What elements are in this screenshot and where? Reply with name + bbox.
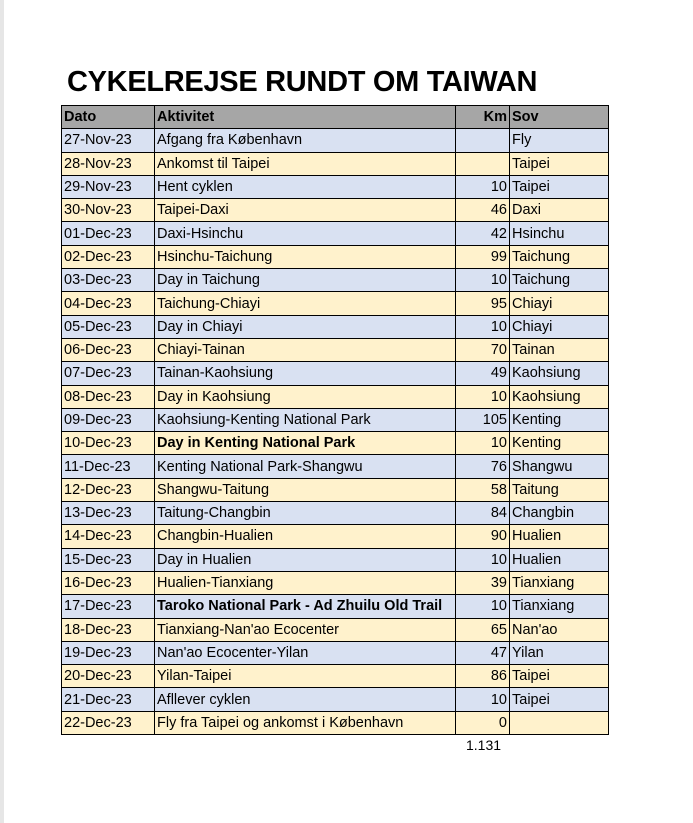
cell-date[interactable]: 06-Dec-23 bbox=[62, 338, 155, 361]
cell-km[interactable]: 42 bbox=[456, 222, 510, 245]
cell-sleep[interactable]: Chiayi bbox=[510, 292, 609, 315]
cell-sleep[interactable]: Yilan bbox=[510, 641, 609, 664]
cell-activity[interactable]: Taipei-Daxi bbox=[155, 199, 456, 222]
cell-date[interactable]: 12-Dec-23 bbox=[62, 478, 155, 501]
cell-activity[interactable]: Ankomst til Taipei bbox=[155, 152, 456, 175]
cell-sleep[interactable]: Taichung bbox=[510, 245, 609, 268]
cell-date[interactable]: 22-Dec-23 bbox=[62, 711, 155, 734]
cell-sleep[interactable]: Hsinchu bbox=[510, 222, 609, 245]
column-header-km[interactable]: Km bbox=[456, 106, 510, 129]
table-row bbox=[62, 432, 609, 455]
cell-km[interactable]: 105 bbox=[456, 408, 510, 431]
table-row bbox=[62, 362, 609, 385]
cell-sleep[interactable] bbox=[510, 711, 609, 734]
cell-sleep[interactable]: Taipei bbox=[510, 665, 609, 688]
table-row bbox=[62, 595, 609, 618]
cell-activity[interactable]: Tainan-Kaohsiung bbox=[155, 362, 456, 385]
cell-km[interactable]: 47 bbox=[456, 641, 510, 664]
cell-date[interactable]: 27-Nov-23 bbox=[62, 129, 155, 152]
table-row bbox=[62, 525, 609, 548]
cell-date[interactable]: 20-Dec-23 bbox=[62, 665, 155, 688]
cell-sleep[interactable]: Kaohsiung bbox=[510, 362, 609, 385]
cell-km[interactable]: 10 bbox=[456, 432, 510, 455]
cell-km[interactable]: 10 bbox=[456, 595, 510, 618]
table-row bbox=[62, 292, 609, 315]
cell-sleep[interactable]: Tainan bbox=[510, 338, 609, 361]
cell-km[interactable]: 0 bbox=[456, 711, 510, 734]
cell-km[interactable]: 49 bbox=[456, 362, 510, 385]
cell-km[interactable]: 10 bbox=[456, 315, 510, 338]
table-row bbox=[62, 222, 609, 245]
cell-activity[interactable]: Chiayi-Tainan bbox=[155, 338, 456, 361]
cell-activity[interactable]: Changbin-Hualien bbox=[155, 525, 456, 548]
left-edge-divider bbox=[0, 0, 4, 823]
cell-km[interactable]: 95 bbox=[456, 292, 510, 315]
cell-sleep[interactable]: Taipei bbox=[510, 175, 609, 198]
cell-activity[interactable]: Hualien-Tianxiang bbox=[155, 571, 456, 594]
cell-activity[interactable]: Yilan-Taipei bbox=[155, 665, 456, 688]
cell-activity[interactable]: Kaohsiung-Kenting National Park bbox=[155, 408, 456, 431]
cell-sleep[interactable]: Kenting bbox=[510, 432, 609, 455]
page-title: CYKELREJSE RUNDT OM TAIWAN bbox=[67, 66, 538, 98]
cell-activity[interactable]: Hsinchu-Taichung bbox=[155, 245, 456, 268]
cell-km[interactable]: 10 bbox=[456, 548, 510, 571]
table-row bbox=[62, 338, 609, 361]
cell-date[interactable]: 09-Dec-23 bbox=[62, 408, 155, 431]
cell-date[interactable]: 08-Dec-23 bbox=[62, 385, 155, 408]
cell-km[interactable]: 99 bbox=[456, 245, 510, 268]
cell-date[interactable]: 13-Dec-23 bbox=[62, 502, 155, 525]
cell-activity[interactable]: Hent cyklen bbox=[155, 175, 456, 198]
cell-sleep[interactable]: Chiayi bbox=[510, 315, 609, 338]
table-row bbox=[62, 245, 609, 268]
cell-km[interactable]: 58 bbox=[456, 478, 510, 501]
cell-sleep[interactable]: Taipei bbox=[510, 152, 609, 175]
table-row bbox=[62, 152, 609, 175]
cell-sleep[interactable]: Taipei bbox=[510, 688, 609, 711]
cell-date[interactable]: 02-Dec-23 bbox=[62, 245, 155, 268]
table-row bbox=[62, 641, 609, 664]
cell-km[interactable]: 86 bbox=[456, 665, 510, 688]
cell-date[interactable]: 11-Dec-23 bbox=[62, 455, 155, 478]
cell-activity[interactable]: Afllever cyklen bbox=[155, 688, 456, 711]
cell-sleep[interactable]: Taitung bbox=[510, 478, 609, 501]
cell-sleep[interactable]: Hualien bbox=[510, 525, 609, 548]
cell-date[interactable]: 10-Dec-23 bbox=[62, 432, 155, 455]
table-row bbox=[62, 571, 609, 594]
table-row bbox=[62, 711, 609, 734]
cell-km[interactable]: 70 bbox=[456, 338, 510, 361]
cell-activity[interactable]: Kenting National Park-Shangwu bbox=[155, 455, 456, 478]
column-header-date[interactable]: Dato bbox=[62, 106, 155, 129]
table-row bbox=[62, 618, 609, 641]
table-row bbox=[62, 548, 609, 571]
cell-date[interactable]: 07-Dec-23 bbox=[62, 362, 155, 385]
cell-km[interactable]: 90 bbox=[456, 525, 510, 548]
cell-activity[interactable]: Taichung-Chiayi bbox=[155, 292, 456, 315]
cell-date[interactable]: 01-Dec-23 bbox=[62, 222, 155, 245]
cell-sleep[interactable]: Fly bbox=[510, 129, 609, 152]
table-row bbox=[62, 129, 609, 152]
cell-activity[interactable]: Nan'ao Ecocenter-Yilan bbox=[155, 641, 456, 664]
cell-sleep[interactable]: Shangwu bbox=[510, 455, 609, 478]
table-row bbox=[62, 688, 609, 711]
cell-activity[interactable]: Fly fra Taipei og ankomst i København bbox=[155, 711, 456, 734]
table-row bbox=[62, 385, 609, 408]
cell-date[interactable]: 28-Nov-23 bbox=[62, 152, 155, 175]
cell-activity[interactable]: Day in Kenting National Park bbox=[155, 432, 456, 455]
cell-date[interactable]: 17-Dec-23 bbox=[62, 595, 155, 618]
cell-km[interactable]: 46 bbox=[456, 199, 510, 222]
cell-date[interactable]: 04-Dec-23 bbox=[62, 292, 155, 315]
cell-activity[interactable]: Day in Chiayi bbox=[155, 315, 456, 338]
header-row bbox=[62, 106, 609, 129]
cell-km[interactable]: 10 bbox=[456, 175, 510, 198]
cell-sleep[interactable]: Kenting bbox=[510, 408, 609, 431]
cell-sleep[interactable]: Changbin bbox=[510, 502, 609, 525]
table-body bbox=[62, 129, 609, 735]
table-row bbox=[62, 269, 609, 292]
table-row bbox=[62, 408, 609, 431]
cell-activity[interactable]: Shangwu-Taitung bbox=[155, 478, 456, 501]
cell-date[interactable]: 14-Dec-23 bbox=[62, 525, 155, 548]
cell-km[interactable] bbox=[456, 152, 510, 175]
cell-km[interactable]: 10 bbox=[456, 269, 510, 292]
cell-activity[interactable]: Taitung-Changbin bbox=[155, 502, 456, 525]
cell-date[interactable]: 29-Nov-23 bbox=[62, 175, 155, 198]
cell-sleep[interactable]: Nan'ao bbox=[510, 618, 609, 641]
cell-activity[interactable]: Taroko National Park - Ad Zhuilu Old Trail bbox=[155, 595, 456, 618]
cell-km[interactable]: 39 bbox=[456, 571, 510, 594]
cell-sleep[interactable]: Kaohsiung bbox=[510, 385, 609, 408]
cell-km[interactable] bbox=[456, 129, 510, 152]
cell-date[interactable]: 30-Nov-23 bbox=[62, 199, 155, 222]
cell-date[interactable]: 18-Dec-23 bbox=[62, 618, 155, 641]
cell-sleep[interactable]: Daxi bbox=[510, 199, 609, 222]
cell-sleep[interactable]: Hualien bbox=[510, 548, 609, 571]
cell-activity[interactable]: Day in Taichung bbox=[155, 269, 456, 292]
table-row bbox=[62, 502, 609, 525]
table-row bbox=[62, 478, 609, 501]
itinerary-table bbox=[61, 105, 609, 735]
cell-date[interactable]: 15-Dec-23 bbox=[62, 548, 155, 571]
cell-activity[interactable]: Day in Hualien bbox=[155, 548, 456, 571]
cell-km[interactable]: 65 bbox=[456, 618, 510, 641]
cell-activity[interactable]: Daxi-Hsinchu bbox=[155, 222, 456, 245]
table-row bbox=[62, 455, 609, 478]
cell-date[interactable]: 16-Dec-23 bbox=[62, 571, 155, 594]
cell-date[interactable]: 21-Dec-23 bbox=[62, 688, 155, 711]
cell-km[interactable]: 76 bbox=[456, 455, 510, 478]
cell-activity[interactable]: Day in Kaohsiung bbox=[155, 385, 456, 408]
table-row bbox=[62, 315, 609, 338]
cell-km[interactable]: 10 bbox=[456, 688, 510, 711]
cell-activity[interactable]: Afgang fra København bbox=[155, 129, 456, 152]
cell-activity[interactable]: Tianxiang-Nan'ao Ecocenter bbox=[155, 618, 456, 641]
cell-date[interactable]: 03-Dec-23 bbox=[62, 269, 155, 292]
table-row bbox=[62, 665, 609, 688]
cell-km[interactable]: 10 bbox=[456, 385, 510, 408]
cell-date[interactable]: 19-Dec-23 bbox=[62, 641, 155, 664]
column-header-sleep[interactable]: Sov bbox=[510, 106, 609, 129]
cell-sleep[interactable]: Tianxiang bbox=[510, 571, 609, 594]
table-row bbox=[62, 175, 609, 198]
cell-sleep[interactable]: Tianxiang bbox=[510, 595, 609, 618]
total-km[interactable]: 1.131 bbox=[466, 737, 502, 753]
cell-sleep[interactable]: Taichung bbox=[510, 269, 609, 292]
table-row bbox=[62, 199, 609, 222]
column-header-activity[interactable]: Aktivitet bbox=[155, 106, 456, 129]
cell-date[interactable]: 05-Dec-23 bbox=[62, 315, 155, 338]
cell-km[interactable]: 84 bbox=[456, 502, 510, 525]
